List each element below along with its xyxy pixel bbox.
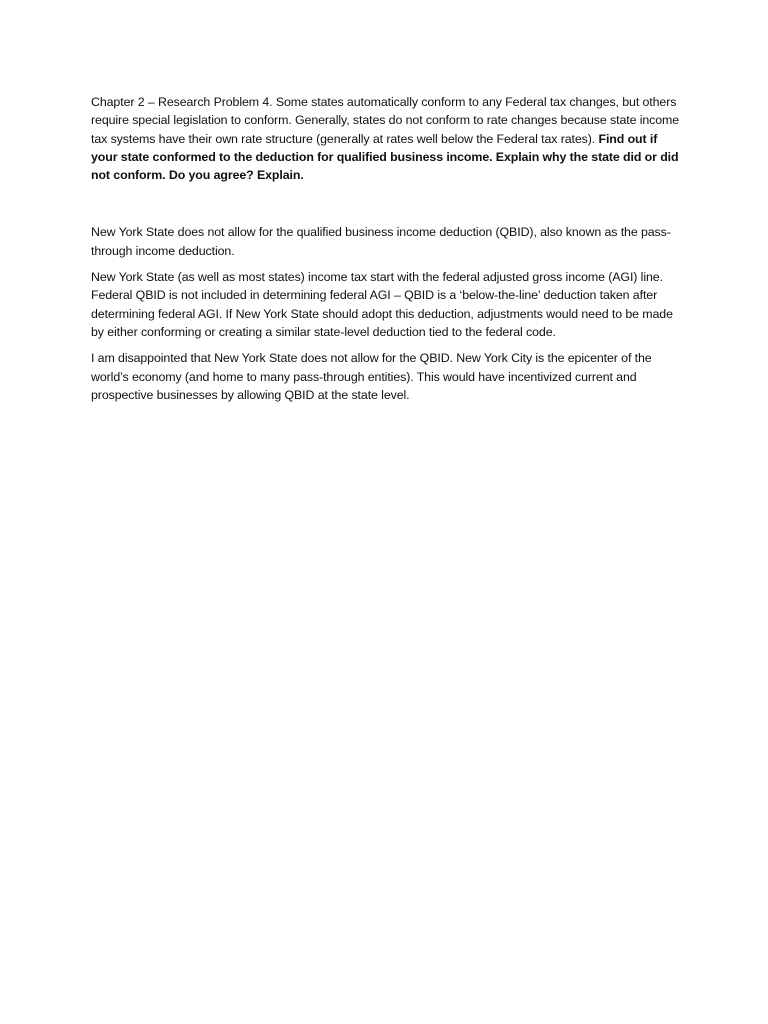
question-bold-text: Find out if your state conformed to the deduction for qualified business income. Explain why the state did or did not conform. Do you agree? Explain. bbox=[91, 131, 679, 183]
question-intro-text: Chapter 2 – Research Problem 4. Some states automatically conform to any Federal tax changes, but others require special legislation to conform. Generally, states do not conform to rate changes because state income tax systems have their own rate structure (generally at rates well below the Federal tax rates). bbox=[91, 95, 680, 146]
research-problem-question bbox=[91, 93, 681, 184]
document-body bbox=[91, 93, 681, 404]
answer-paragraph-1: New York State does not allow for the qualified business income deduction (QBID), also known as the pass-through income deduction. bbox=[91, 225, 671, 258]
answer-paragraph-3: I am disappointed that New York State does not allow for the QBID. New York City is the epicenter of the world’s economy (and home to many pass-through entities). This would have incentivized current and prospective businesses by allowing QBID at the state level. bbox=[91, 351, 652, 402]
answer-paragraph-2: New York State (as well as most states) income tax start with the federal adjusted gross income (AGI) line. Federal QBID is not included in determining federal AGI – QBID is a ‘below-the-line’ deduction taken after determining federal AGI. If New York State should adopt this deduction, adjustments would need to be made by either conforming or creating a similar state-level deduction tied to the federal code. bbox=[91, 270, 673, 339]
